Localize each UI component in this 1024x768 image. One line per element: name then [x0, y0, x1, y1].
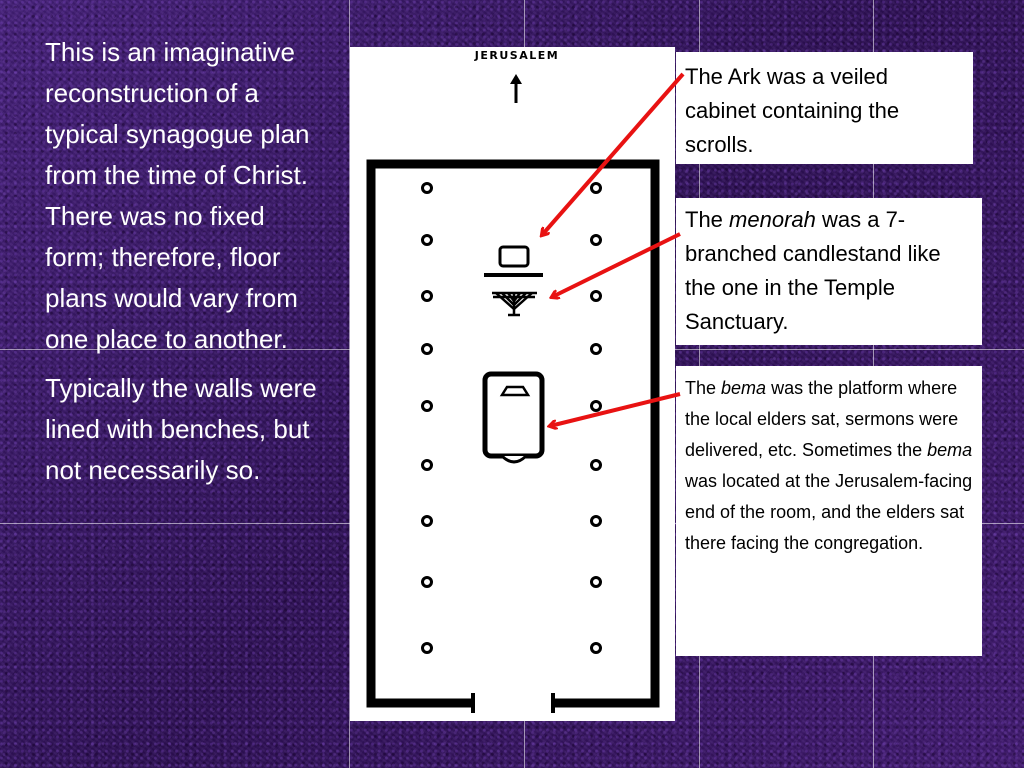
intro-paragraph-2: Typically the walls were lined with benches, but not necessarily so.: [45, 373, 317, 485]
column-right: [592, 292, 601, 301]
intro-text: [45, 32, 320, 499]
column-left: [423, 578, 432, 587]
bema-icon: [485, 374, 542, 462]
column-right: [592, 578, 601, 587]
ark-callout-text: The Ark was a veiled cabinet containing the scrolls.: [685, 64, 900, 157]
column-right: [592, 236, 601, 245]
menorah-term: menorah: [729, 207, 816, 232]
menorah-icon: [492, 293, 537, 315]
column-left: [423, 517, 432, 526]
column-left: [423, 292, 432, 301]
ark-callout: [676, 52, 973, 164]
column-right: [592, 644, 601, 653]
bema-callout-post: was located at the Jerusalem-facing end of the room, and the elders sat there facing the congregation.: [685, 471, 973, 553]
north-arrow-icon: [510, 74, 522, 103]
column-left: [423, 402, 432, 411]
column-left: [423, 184, 432, 193]
menorah-callout-post: was a 7-branched candlestand like the one in the Temple Sanctuary.: [685, 207, 941, 334]
column-left: [423, 644, 432, 653]
bema-term: bema: [721, 378, 767, 398]
bema-callout-pre: The: [685, 378, 722, 398]
column-right: [592, 184, 601, 193]
column-right: [592, 517, 601, 526]
column-right: [592, 345, 601, 354]
ark-icon: [484, 247, 543, 275]
column-right: [592, 402, 601, 411]
menorah-callout-pre: The: [685, 207, 730, 232]
column-left: [423, 345, 432, 354]
column-left: [423, 236, 432, 245]
column-left: [423, 461, 432, 470]
bema-callout: [676, 366, 982, 656]
synagogue-floor-plan: [350, 47, 675, 721]
jerusalem-direction-label: JERUSALEM: [474, 49, 560, 62]
column-right: [592, 461, 601, 470]
bema-callout-mid: was the platform where the local elders sat, sermons were delivered, etc. Sometimes the: [685, 378, 959, 460]
intro-paragraph-1: This is an imaginative reconstruction of a typical synagogue plan from the time of Christ. There was no fixed form; therefore, floor plans would vary from one place to another.: [45, 37, 310, 354]
bema-term-2: bema: [927, 440, 973, 460]
menorah-callout: [676, 198, 982, 345]
floor-plan-drawing: [350, 47, 675, 721]
